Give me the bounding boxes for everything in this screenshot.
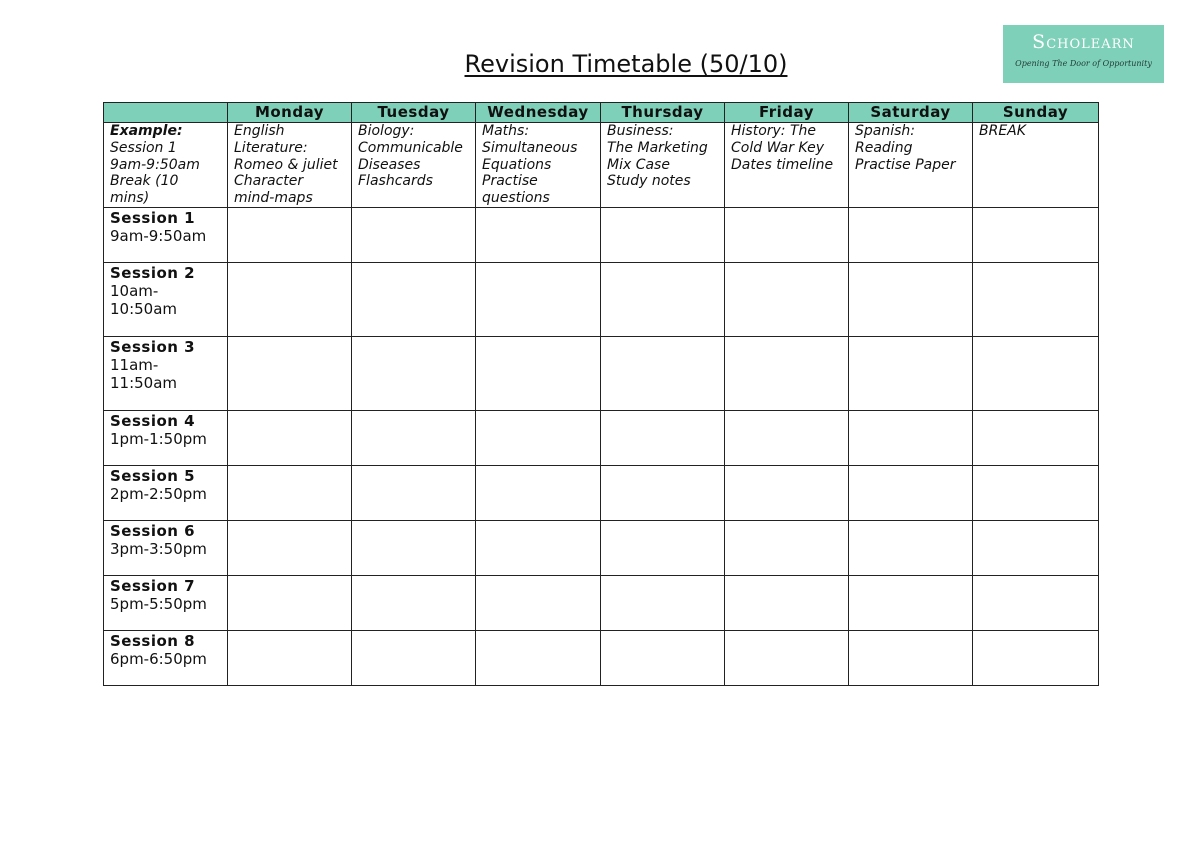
session-cell-saturday[interactable] — [849, 520, 973, 575]
example-detail: Session 1 9am-9:50am Break (10 mins) — [110, 139, 200, 207]
session-cell-wednesday[interactable] — [476, 410, 601, 465]
session-time: 6pm-6:50pm — [110, 649, 207, 668]
example-row — [104, 123, 1099, 208]
session-cell-monday[interactable] — [228, 410, 352, 465]
session-cell-sunday[interactable] — [973, 410, 1099, 465]
session-row — [104, 336, 1099, 410]
session-time: 3pm-3:50pm — [110, 539, 207, 558]
session-label-cell — [104, 410, 228, 465]
session-label-cell — [104, 336, 228, 410]
example-cell-monday[interactable]: English Literature: Romeo & juliet Character mind-maps — [228, 123, 352, 208]
logo-name: Scholearn — [1032, 31, 1135, 53]
example-label: Example: — [110, 123, 183, 139]
session-cell-monday[interactable] — [228, 465, 352, 520]
session-cell-friday[interactable] — [725, 575, 849, 630]
header-corner-cell — [104, 103, 228, 123]
session-cell-saturday[interactable] — [849, 575, 973, 630]
session-cell-monday[interactable] — [228, 262, 352, 336]
session-rows — [104, 207, 1099, 685]
example-cell-friday[interactable]: History: The Cold War Key Dates timeline — [725, 123, 849, 208]
session-cell-monday[interactable] — [228, 630, 352, 685]
session-cell-sunday[interactable] — [973, 630, 1099, 685]
session-cell-friday[interactable] — [725, 520, 849, 575]
session-cell-thursday[interactable] — [601, 520, 725, 575]
session-cell-tuesday[interactable] — [352, 262, 476, 336]
revision-timetable — [103, 102, 1099, 686]
header-saturday: Saturday — [849, 103, 973, 123]
session-cell-sunday[interactable] — [973, 465, 1099, 520]
session-label: Session 2 — [110, 263, 196, 282]
header-wednesday: Wednesday — [476, 103, 601, 123]
session-cell-thursday[interactable] — [601, 465, 725, 520]
session-label-cell — [104, 207, 228, 262]
header-monday: Monday — [228, 103, 352, 123]
session-time: 10am- 10:50am — [110, 281, 178, 318]
session-label-cell — [104, 575, 228, 630]
session-cell-saturday[interactable] — [849, 465, 973, 520]
session-label: Session 7 — [110, 576, 196, 595]
session-cell-wednesday[interactable] — [476, 575, 601, 630]
session-label-cell — [104, 520, 228, 575]
session-cell-thursday[interactable] — [601, 410, 725, 465]
session-cell-friday[interactable] — [725, 336, 849, 410]
session-cell-wednesday[interactable] — [476, 336, 601, 410]
example-cell-tuesday[interactable]: Biology: Communicable Diseases Flashcards — [352, 123, 476, 208]
example-cell-thursday[interactable]: Business: The Marketing Mix Case Study notes — [601, 123, 725, 208]
page-title: Revision Timetable (50/10) — [464, 50, 788, 78]
session-label: Session 3 — [110, 337, 196, 356]
session-cell-wednesday[interactable] — [476, 465, 601, 520]
session-cell-saturday[interactable] — [849, 630, 973, 685]
example-cell-wednesday[interactable]: Maths: Simultaneous Equations Practise questions — [476, 123, 601, 208]
session-cell-thursday[interactable] — [601, 575, 725, 630]
header-friday: Friday — [725, 103, 849, 123]
session-cell-sunday[interactable] — [973, 262, 1099, 336]
session-cell-monday[interactable] — [228, 575, 352, 630]
session-time: 1pm-1:50pm — [110, 429, 207, 448]
session-label-cell — [104, 465, 228, 520]
session-time: 11am- 11:50am — [110, 355, 178, 392]
session-time: 9am-9:50am — [110, 226, 207, 245]
session-cell-wednesday[interactable] — [476, 630, 601, 685]
session-label: Session 5 — [110, 466, 196, 485]
session-row — [104, 630, 1099, 685]
session-cell-thursday[interactable] — [601, 207, 725, 262]
session-cell-friday[interactable] — [725, 262, 849, 336]
session-cell-monday[interactable] — [228, 207, 352, 262]
session-cell-tuesday[interactable] — [352, 520, 476, 575]
session-label: Session 1 — [110, 208, 196, 227]
session-row — [104, 207, 1099, 262]
session-cell-tuesday[interactable] — [352, 207, 476, 262]
session-cell-wednesday[interactable] — [476, 520, 601, 575]
session-time: 2pm-2:50pm — [110, 484, 207, 503]
session-cell-tuesday[interactable] — [352, 336, 476, 410]
session-cell-sunday[interactable] — [973, 575, 1099, 630]
session-cell-tuesday[interactable] — [352, 630, 476, 685]
session-cell-friday[interactable] — [725, 465, 849, 520]
example-cell-sunday[interactable]: BREAK — [973, 123, 1099, 208]
session-label-cell — [104, 630, 228, 685]
session-cell-friday[interactable] — [725, 207, 849, 262]
session-row — [104, 575, 1099, 630]
session-cell-saturday[interactable] — [849, 410, 973, 465]
session-cell-thursday[interactable] — [601, 630, 725, 685]
logo-tagline: Opening The Door of Opportunity — [1015, 59, 1152, 68]
session-label: Session 4 — [110, 411, 196, 430]
session-cell-saturday[interactable] — [849, 336, 973, 410]
session-cell-sunday[interactable] — [973, 520, 1099, 575]
header-thursday: Thursday — [601, 103, 725, 123]
session-row — [104, 410, 1099, 465]
session-row — [104, 262, 1099, 336]
session-cell-friday[interactable] — [725, 630, 849, 685]
session-cell-friday[interactable] — [725, 410, 849, 465]
session-cell-thursday[interactable] — [601, 262, 725, 336]
session-row — [104, 465, 1099, 520]
header-sunday: Sunday — [973, 103, 1099, 123]
session-row — [104, 520, 1099, 575]
session-label-cell — [104, 262, 228, 336]
session-cell-sunday[interactable] — [973, 336, 1099, 410]
header-row — [104, 103, 1099, 123]
session-label: Session 8 — [110, 631, 196, 650]
session-cell-saturday[interactable] — [849, 207, 973, 262]
session-cell-sunday[interactable] — [973, 207, 1099, 262]
example-label-cell — [104, 123, 228, 208]
session-time: 5pm-5:50pm — [110, 594, 207, 613]
session-cell-monday[interactable] — [228, 520, 352, 575]
example-cell-saturday[interactable]: Spanish: Reading Practise Paper — [849, 123, 973, 208]
session-cell-tuesday[interactable] — [352, 410, 476, 465]
session-cell-monday[interactable] — [228, 336, 352, 410]
session-cell-wednesday[interactable] — [476, 262, 601, 336]
session-cell-saturday[interactable] — [849, 262, 973, 336]
header-tuesday: Tuesday — [352, 103, 476, 123]
session-cell-wednesday[interactable] — [476, 207, 601, 262]
session-cell-thursday[interactable] — [601, 336, 725, 410]
session-cell-tuesday[interactable] — [352, 465, 476, 520]
session-cell-tuesday[interactable] — [352, 575, 476, 630]
session-label: Session 6 — [110, 521, 196, 540]
